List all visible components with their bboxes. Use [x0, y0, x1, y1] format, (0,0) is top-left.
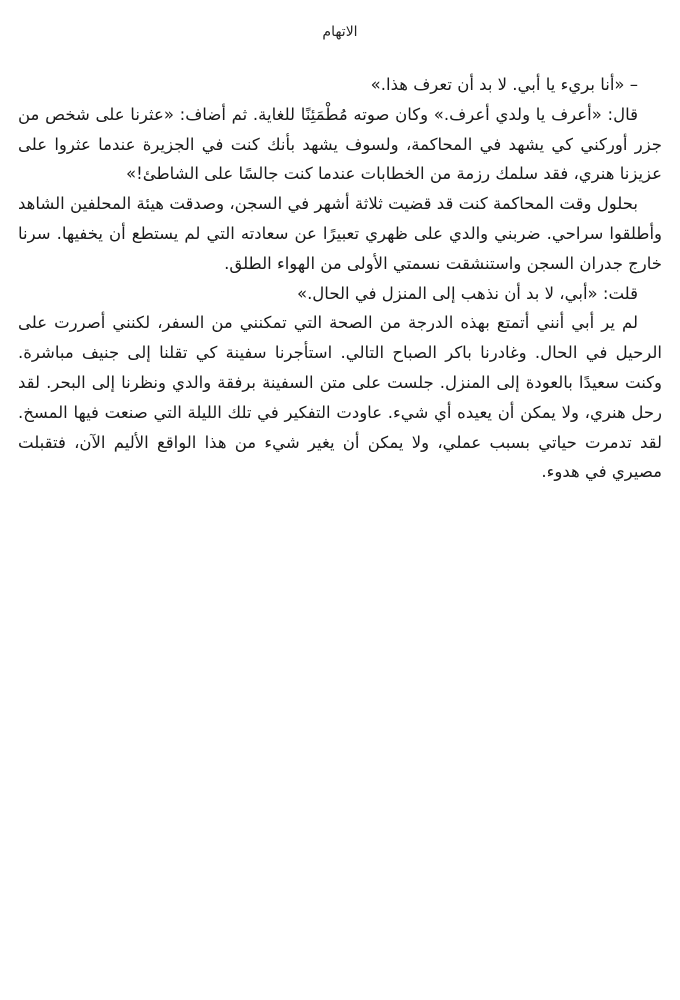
paragraph-5: لم ير أبي أنني أتمتع بهذه الدرجة من الصحة التي تمكنني من السفر، لكنني أصررت على الرحيل في الحال. وغادرنا باكر الصباح التالي. استأجرنا سفينة كي تقلنا إلى جنيف مباشرة. وكنت سعيدًا بالعودة إلى المنزل. جلست على متن السفينة برفقة والدي ونظرنا إلى البحر. لقد رحل هنري، ولا يمكن أن يعيده أي شيء. عاودت التفكير في تلك الليلة التي صنعت فيها المسخ. لقد تدمرت حياتي بسبب عملي، ولا يمكن أن يغير شيء من هذا الواقع الأليم الآن، فتقبلت مصيري في هدوء. [18, 313, 662, 482]
running-header-title: الاتهام [322, 24, 358, 40]
paragraph-2: قال: «أعرف يا ولدي أعرف.» وكان صوته مُطْمَئِنًا للغاية. ثم أضاف: «عثرنا على شخص من جزر أوركني كي يشهد في المحاكمة، ولسوف يشهد بأنك كنت في الجزيرة عندما عثروا على عزيزنا هنري، فقد سلمك رزمة من الخطابات عندما كنت جالسًا على الشاطئ!» [18, 104, 662, 184]
paragraph-4: قلت: «أبي، لا بد أن نذهب إلى المنزل في الحال.» [296, 283, 638, 303]
paragraph-1: – «أنا بريء يا أبي. لا بد أن تعرف هذا.» [370, 75, 638, 94]
paragraph-3: بحلول وقت المحاكمة كنت قد قضيت ثلاثة أشهر في السجن، وصدقت هيئة المحلفين الشاهد وأطلقوا سراحي. ضربني والدي على ظهري تعبيرًا عن سعادته التي لم يستطع أن يخفيها. سرنا خارج جدران السجن واستنشقت نسمتي الأولى من الهواء الطلق. [18, 194, 662, 273]
body-text [18, 70, 662, 487]
